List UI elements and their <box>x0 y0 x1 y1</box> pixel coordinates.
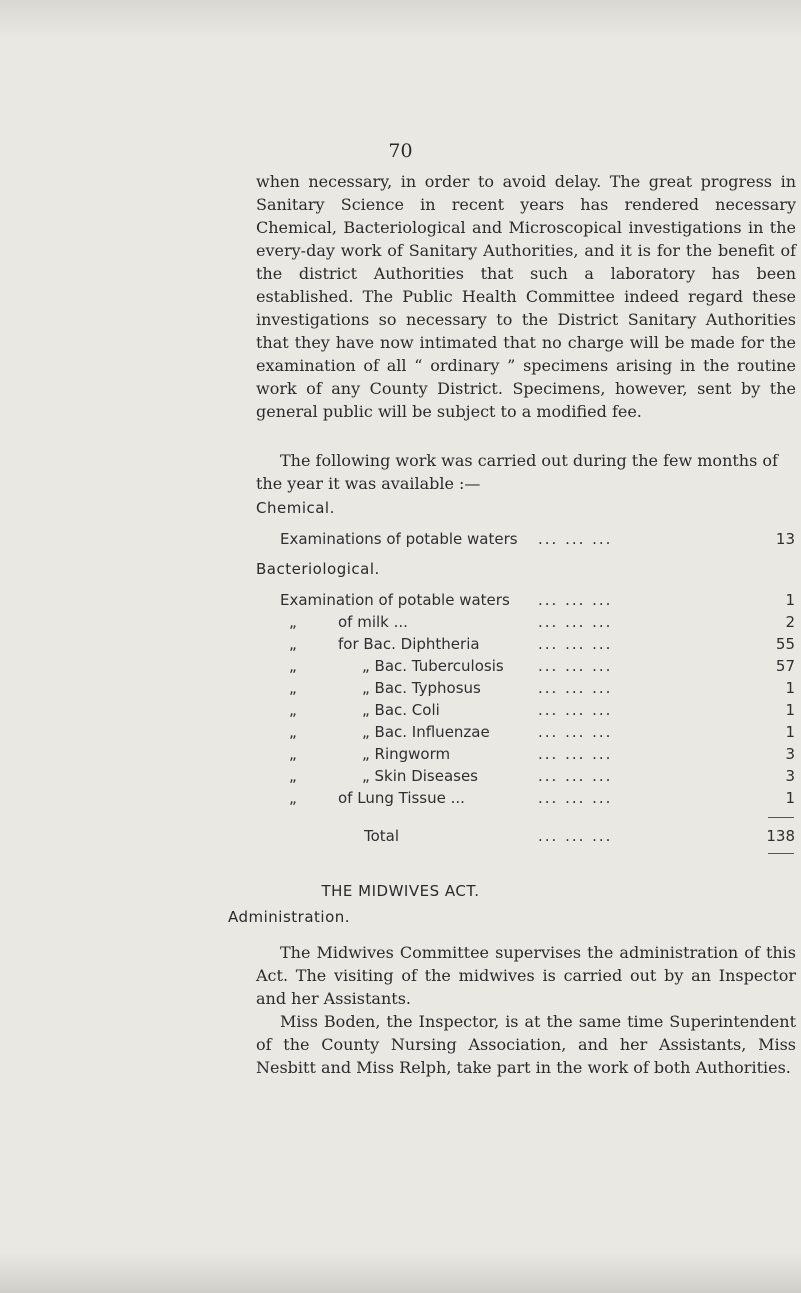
row-value: 2 <box>785 613 795 631</box>
row-value: 57 <box>775 657 795 675</box>
paragraph-inspector: Miss Boden, the Inspector, is at the same time Superintendent of the County Nursing Association, and her Assistants, Miss Nesbitt and Miss Relph, take part in the work of both Authorities. <box>256 1012 796 1077</box>
row-value: 1 <box>785 679 795 697</box>
row-leader-dots: ... ... ... <box>538 530 613 548</box>
paragraph-laboratory: when necessary, in order to avoid delay. The great progress in Sanitary Science in recent years has rendered necessary Chemical, Bacteriological and Microscopical investigations in the every-day work of Sanitary Authorities, and it is for the benefit of the district Authorities that such a laboratory has been established. The Public Health Committee indeed regard these investigations so necessary to the District Sanitary Authorities that they have now intimated that no charge will be made for the examination of all “ ordinary ” specimens arising in the routine work of any County District. Specimens, however, sent by the general public will be subject to a modified fee. <box>256 172 796 421</box>
row-label: „ Ringworm <box>362 745 451 763</box>
heading-chemical: Chemical. <box>256 499 335 517</box>
ditto-mark: „ <box>289 635 297 653</box>
ditto-mark: „ <box>289 679 297 697</box>
ditto-mark: „ <box>289 613 297 631</box>
row-leader-dots: ... ... ... <box>538 723 613 741</box>
row-leader-dots: ... ... ... <box>538 789 613 807</box>
row-label: „ Bac. Influenzae <box>362 723 490 741</box>
row-leader-dots: ... ... ... <box>538 745 613 763</box>
paragraph-midwives-committee: The Midwives Committee supervises the administration of this Act. The visiting of the midwives is carried out by an Inspector and her Assistants. <box>256 943 796 1008</box>
row-leader-dots: ... ... ... <box>538 613 613 631</box>
heading-administration: Administration. <box>228 908 351 926</box>
row-value: 55 <box>775 635 795 653</box>
total-value: 138 <box>766 827 795 845</box>
row-leader-dots: ... ... ... <box>538 701 613 719</box>
ditto-mark: „ <box>289 745 297 763</box>
row-label: of milk ... <box>338 613 408 631</box>
ditto-mark: „ <box>289 723 297 741</box>
page-bottom-edge <box>0 1253 801 1293</box>
heading-bacteriological: Bacteriological. <box>256 560 380 578</box>
row-value: 3 <box>785 767 795 785</box>
row-label: of Lung Tissue ... <box>338 789 465 807</box>
ditto-mark: „ <box>289 789 297 807</box>
paragraph-work-intro: The following work was carried out during the few months of the year it was available :— <box>256 451 778 493</box>
row-label: „ Bac. Coli <box>362 701 440 719</box>
ditto-mark: „ <box>289 767 297 785</box>
row-leader-dots: ... ... ... <box>538 635 613 653</box>
total-label: Total <box>364 827 400 845</box>
row-leader-dots: ... ... ... <box>538 679 613 697</box>
total-rule <box>768 853 794 854</box>
row-value: 1 <box>785 701 795 719</box>
row-value: 13 <box>775 530 795 548</box>
ditto-mark: „ <box>289 657 297 675</box>
row-label: for Bac. Diphtheria <box>338 635 480 653</box>
section-title-midwives-act: THE MIDWIVES ACT. <box>321 882 480 900</box>
subtotal-rule <box>768 817 794 818</box>
row-label: Examinations of potable waters <box>280 530 518 548</box>
ditto-mark: „ <box>289 701 297 719</box>
row-leader-dots: ... ... ... <box>538 591 613 609</box>
row-label: „ Skin Diseases <box>362 767 479 785</box>
row-label: Examination of potable waters <box>280 591 510 609</box>
row-label: „ Bac. Typhosus <box>362 679 481 697</box>
row-label: „ Bac. Tuberculosis <box>362 657 504 675</box>
page-top-edge <box>0 0 801 40</box>
row-value: 1 <box>785 789 795 807</box>
row-value: 3 <box>785 745 795 763</box>
row-leader-dots: ... ... ... <box>538 767 613 785</box>
row-leader-dots: ... ... ... <box>538 827 613 845</box>
page-number: 70 <box>388 140 413 162</box>
row-leader-dots: ... ... ... <box>538 657 613 675</box>
row-value: 1 <box>785 723 795 741</box>
row-value: 1 <box>785 591 795 609</box>
